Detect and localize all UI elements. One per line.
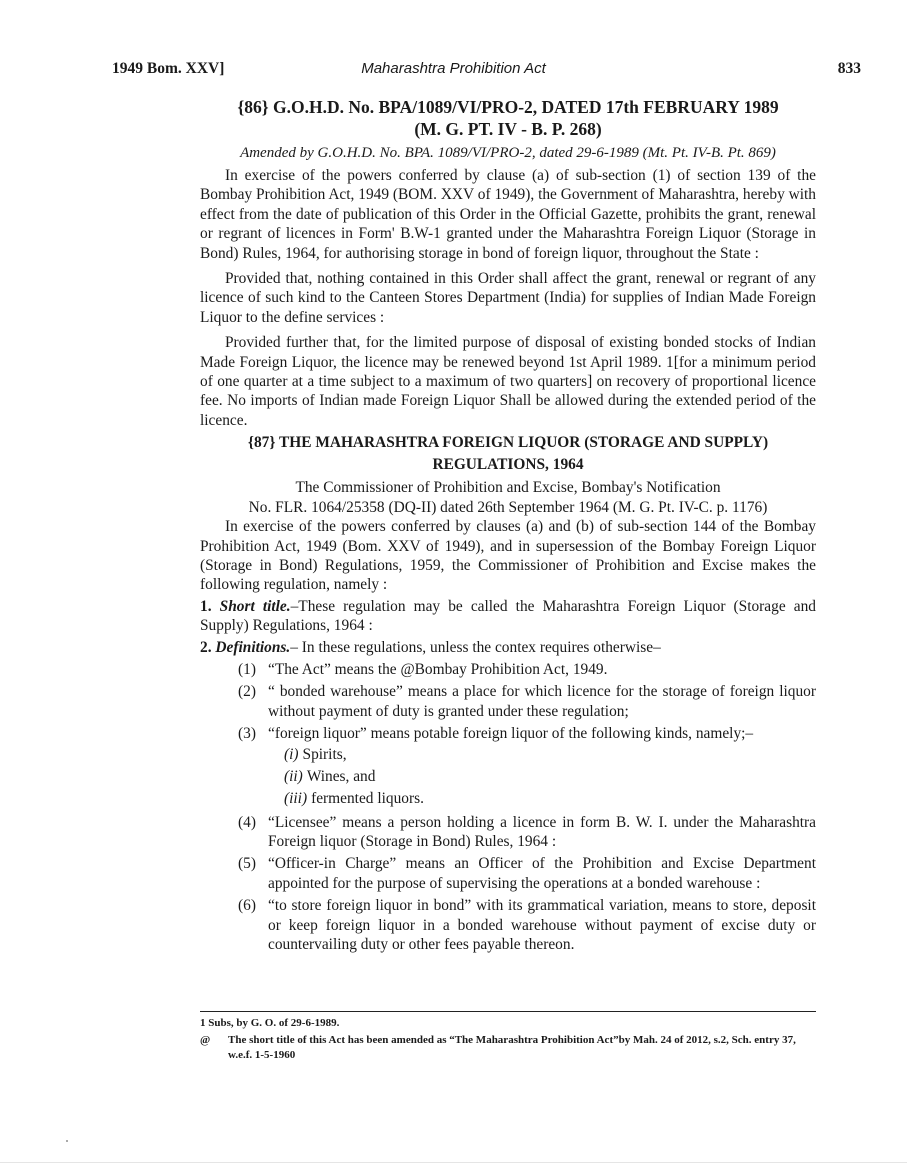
section-86-paragraph-1: In exercise of the powers conferred by clause (a) of sub-section (1) of section 139 of the Bombay Prohibition Act, 1949 (BOM. XXV of 1949), the Government of Maharashtra, hereby with effect from the date of publication of this Order in the Official Gazette, prohibits the grant, renewal or regrant of licences in Form' B.W-1 granted under the Maharashtra Foreign Liquor (Storage in Bond) Rules, 1964, for authorising storage in bond of foreign liquor, throughout the State : bbox=[200, 167, 816, 262]
definition-number: (3) bbox=[238, 725, 256, 743]
definition-item bbox=[238, 724, 816, 743]
definition-subitem bbox=[284, 766, 816, 788]
section-86-proviso-1: Provided that, nothing contained in this Order shall affect the grant, renewal or regrant of any licence of such kind to the Canteen Stores Department (India) for supplies of Indian Made Foreign Liquor to the define services : bbox=[200, 270, 816, 326]
subitem-text: fermented liquors. bbox=[311, 789, 424, 807]
running-header-left: 1949 Bom. XXV] bbox=[112, 60, 225, 77]
definition-item bbox=[238, 854, 816, 893]
subitem-number: (iii) bbox=[284, 789, 308, 807]
footnote-2-symbol: @ bbox=[200, 1034, 211, 1046]
definition-text: “foreign liquor” means potable foreign liquor of the following kinds, namely;– bbox=[268, 725, 754, 743]
footnote-2 bbox=[200, 1033, 816, 1063]
definition-item bbox=[238, 660, 816, 679]
section-86-title-line1: {86} G.O.H.D. No. BPA/1089/VI/PRO-2, DATED 17th FEBRUARY 1989 bbox=[237, 97, 779, 117]
definition-number: (6) bbox=[238, 897, 256, 915]
running-header-title: Maharashtra Prohibition Act bbox=[361, 60, 546, 77]
definition-text: “Licensee” means a person holding a licence in form B. W. I. under the Maharashtra Foreign liquor (Storage in Bond) Rules, 1964 : bbox=[268, 813, 816, 850]
page-bottom-edge bbox=[0, 1162, 907, 1163]
regulation-1-text: –These regulation may be called the Maharashtra Foreign Liquor (Storage and Supply) Regulations, 1964 : bbox=[200, 597, 816, 635]
section-87-title bbox=[200, 432, 816, 476]
definition-number: (2) bbox=[238, 683, 256, 701]
footnote-2-text: The short title of this Act has been amended as “The Maharashtra Prohibition Act”by Mah. 24 of 2012, s.2, Sch. entry 37, w.e.f. 1-5-1960 bbox=[228, 1034, 796, 1061]
regulation-1-short-title bbox=[200, 597, 816, 636]
section-86-title-line2: (M. G. PT. IV - B. P. 268) bbox=[414, 119, 602, 139]
section-86-amendment-note: Amended by G.O.H.D. No. BPA. 1089/VI/PRO-2, dated 29-6-1989 (Mt. Pt. IV-B. Pt. 869) bbox=[240, 145, 776, 161]
scan-speck bbox=[66, 1140, 68, 1142]
definition-item bbox=[238, 896, 816, 954]
definition-text: “to store foreign liquor in bond” with its grammatical variation, means to store, deposit or keep foreign liquor in a bonded warehouse without payment of excise duty or countervailing duty or other fees payable thereon. bbox=[268, 897, 816, 953]
section-87-preamble: In exercise of the powers conferred by clauses (a) and (b) of sub-section 144 of the Bombay Prohibition Act, 1949 (Bom. XXV of 1949), and in supersession of the Bombay Foreign Liquor (Storage in Bond) Regulations, 1959, the Commissioner of Prohibition and Excise makes the following regulation, namely : bbox=[200, 518, 816, 594]
subitem-number: (ii) bbox=[284, 767, 303, 785]
definition-item bbox=[238, 813, 816, 852]
section-87-title-line2: REGULATIONS, 1964 bbox=[432, 456, 584, 474]
regulation-2-text: – In these regulations, unless the contex requires otherwise– bbox=[290, 638, 661, 656]
definition-text: “Officer-in Charge” means an Officer of the Prohibition and Excise Department appointed for the purpose of supervising the operations at a bonded warehouse : bbox=[268, 855, 816, 892]
definition-number: (5) bbox=[238, 855, 256, 873]
regulation-1-number: 1. bbox=[200, 597, 212, 615]
regulation-2-heading: Definitions. bbox=[215, 638, 291, 656]
definition-number: (1) bbox=[238, 660, 256, 678]
footnote-divider bbox=[200, 1011, 816, 1012]
main-content bbox=[200, 96, 816, 954]
definition-item bbox=[238, 682, 816, 721]
section-87-notification-line1: The Commissioner of Prohibition and Excise, Bombay's Notification bbox=[295, 479, 721, 497]
subitem-text: Wines, and bbox=[306, 767, 376, 785]
section-86-proviso-2: Provided further that, for the limited purpose of disposal of existing bonded stocks of Indian Made Foreign Liquor, the licence may be renewed beyond 1st April 1989. 1[for a minimum period of one quarter at a time subject to a maximum of two quarters] on recovery of proportional licence fee. No imports of Indian made Foreign Liquor Shall be allowed during the extended period of the licence. bbox=[200, 334, 816, 429]
section-87-notification-line2: No. FLR. 1064/25358 (DQ-II) dated 26th September 1964 (M. G. Pt. IV-C. p. 1176) bbox=[248, 498, 768, 516]
subitem-number: (i) bbox=[284, 745, 299, 763]
definition-subitem bbox=[284, 788, 816, 810]
definition-text: “ bonded warehouse” means a place for which licence for the storage of foreign liquor without payment of duty is granted under these regulation; bbox=[268, 683, 816, 720]
definition-text: “The Act” means the @Bombay Prohibition Act, 1949. bbox=[268, 660, 608, 678]
section-87-title-line1: {87} THE MAHARASHTRA FOREIGN LIQUOR (STORAGE AND SUPPLY) bbox=[247, 434, 769, 452]
page-number: 833 bbox=[837, 60, 861, 77]
footnote-1: 1 Subs, by G. O. of 29-6-1989. bbox=[200, 1017, 340, 1029]
definition-number: (4) bbox=[238, 813, 256, 831]
subitem-text: Spirits, bbox=[302, 745, 347, 763]
regulation-1-heading: Short title. bbox=[219, 597, 291, 615]
definition-subitem bbox=[284, 744, 816, 766]
section-86-title bbox=[200, 96, 816, 140]
regulation-2-definitions bbox=[200, 638, 816, 657]
regulation-2-number: 2. bbox=[200, 638, 212, 656]
